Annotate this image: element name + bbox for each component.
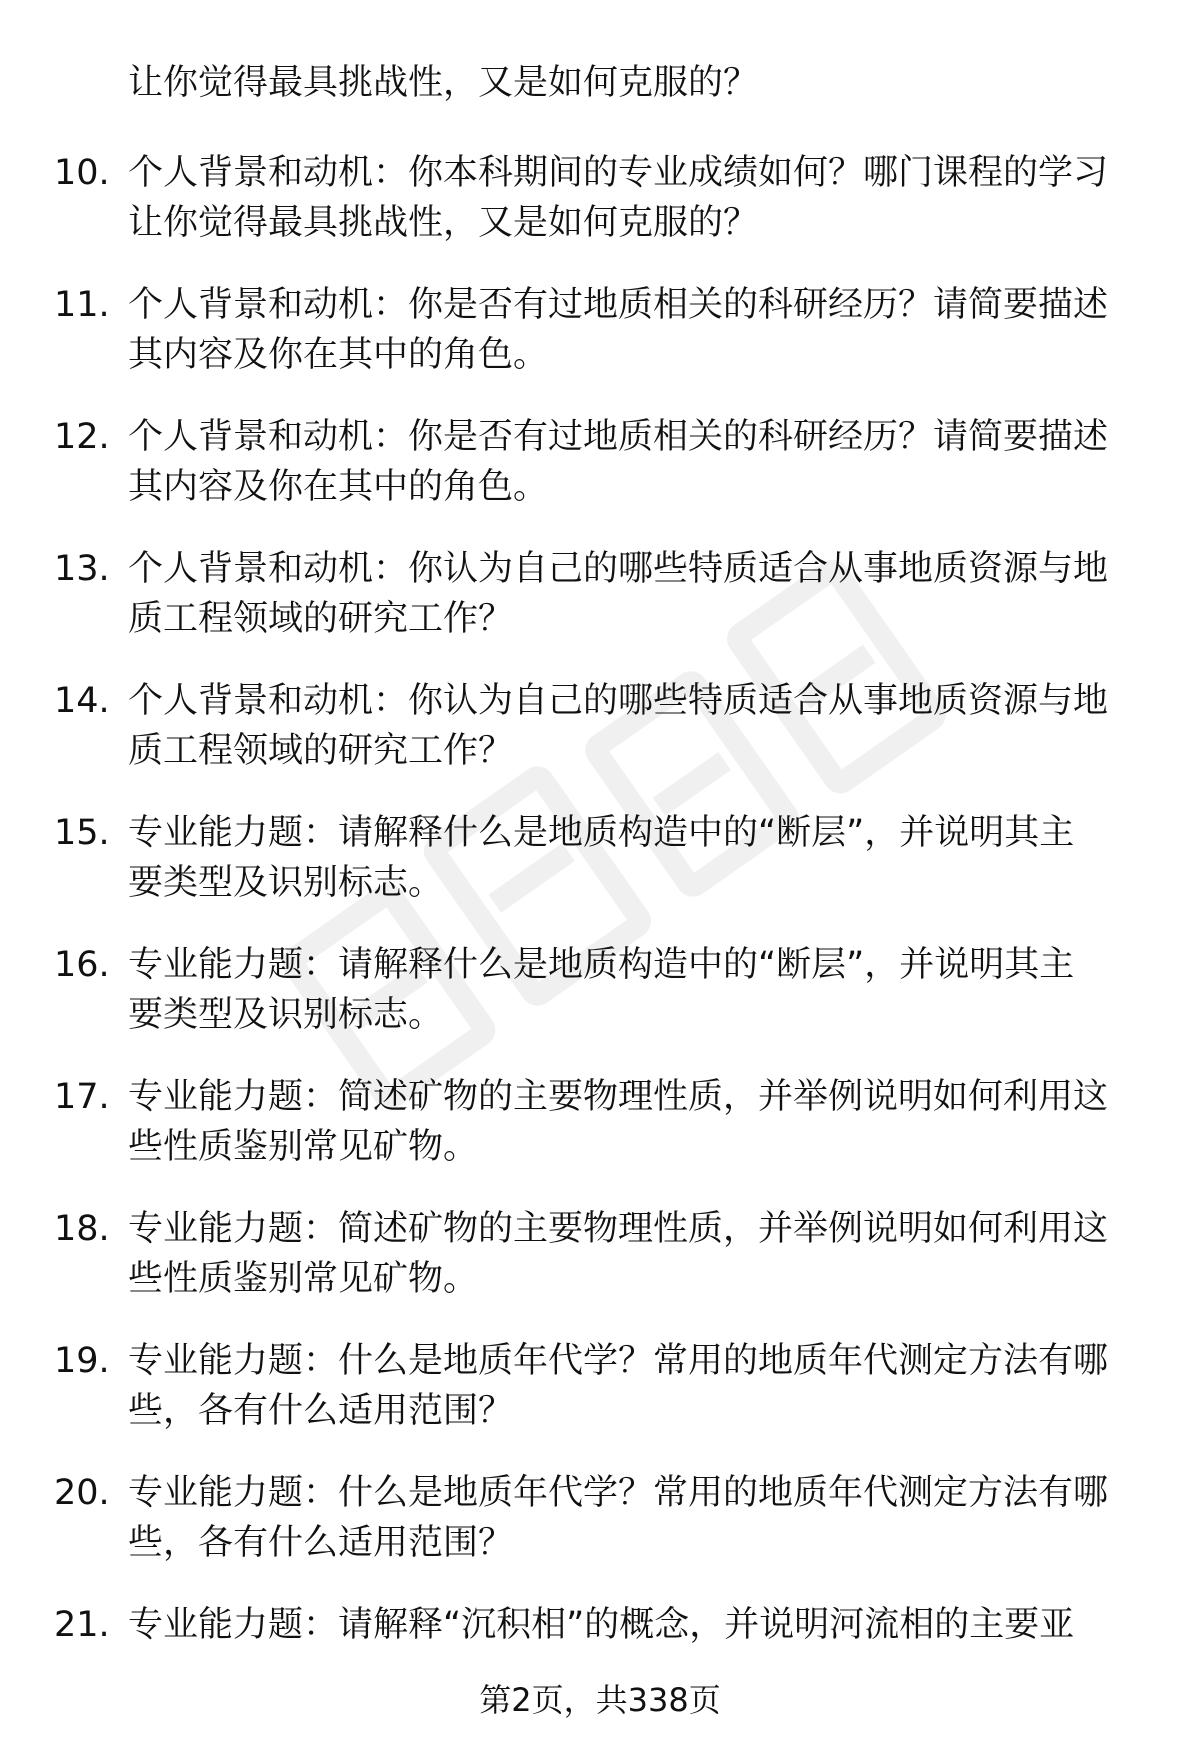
question-number: 10.	[54, 153, 110, 193]
question-line: 专业能力题：请解释什么是地质构造中的“断层”，并说明其主	[128, 813, 1075, 853]
question-item	[0, 676, 1200, 808]
question-number: 16.	[54, 945, 110, 985]
question-text	[128, 1204, 1138, 1304]
question-line: 个人背景和动机：你认为自己的哪些特质适合从事地质资源与地	[128, 549, 1109, 589]
question-list	[0, 148, 1200, 1732]
question-number: 11.	[54, 285, 110, 325]
question-number: 17.	[54, 1077, 110, 1117]
question-item	[0, 1072, 1200, 1204]
page-footer: 第2页，共338页	[479, 1681, 721, 1719]
question-line: 个人背景和动机：你认为自己的哪些特质适合从事地质资源与地	[128, 681, 1109, 721]
question-text	[128, 148, 1138, 248]
question-text	[128, 544, 1138, 644]
question-item	[0, 1468, 1200, 1600]
question-line: 些，各有什么适用范围？	[128, 1523, 514, 1563]
question-item	[0, 1204, 1200, 1336]
question-item	[0, 148, 1200, 280]
question-text	[128, 1468, 1138, 1568]
question-line: 专业能力题：什么是地质年代学？常用的地质年代测定方法有哪	[128, 1473, 1109, 1513]
question-line: 些性质鉴别常见矿物。	[128, 1259, 479, 1299]
question-text	[128, 940, 1138, 1040]
question-number: 13.	[54, 549, 110, 589]
question-line: 个人背景和动机：你本科期间的专业成绩如何？哪门课程的学习	[128, 153, 1109, 193]
question-line: 专业能力题：请解释什么是地质构造中的“断层”，并说明其主	[128, 945, 1075, 985]
question-text	[128, 412, 1138, 512]
question-text	[128, 808, 1138, 908]
question-item	[0, 280, 1200, 412]
question-text	[128, 676, 1138, 776]
question-line: 其内容及你在其中的角色。	[128, 467, 549, 507]
question-line: 个人背景和动机：你是否有过地质相关的科研经历？请简要描述	[128, 417, 1109, 457]
question-line: 质工程领域的研究工作？	[128, 599, 514, 639]
question-text	[128, 1072, 1138, 1172]
question-line: 让你觉得最具挑战性，又是如何克服的？	[128, 203, 759, 243]
question-number: 18.	[54, 1209, 110, 1249]
question-item	[0, 412, 1200, 544]
question-number: 19.	[54, 1341, 110, 1381]
question-line: 要类型及识别标志。	[128, 863, 444, 903]
question-line: 个人背景和动机：你是否有过地质相关的科研经历？请简要描述	[128, 285, 1109, 325]
question-line: 专业能力题：什么是地质年代学？常用的地质年代测定方法有哪	[128, 1341, 1109, 1381]
question-number: 20.	[54, 1473, 110, 1513]
question-number: 12.	[54, 417, 110, 457]
question-line: 些，各有什么适用范围？	[128, 1391, 514, 1431]
question-text	[128, 280, 1138, 380]
question-line: 要类型及识别标志。	[128, 995, 444, 1035]
question-text	[128, 1600, 1138, 1650]
question-line: 质工程领域的研究工作？	[128, 731, 514, 771]
question-item	[0, 808, 1200, 940]
question-number: 14.	[54, 681, 110, 721]
question-line: 些性质鉴别常见矿物。	[128, 1127, 479, 1167]
question-number: 21.	[54, 1605, 110, 1645]
question-line: 专业能力题：请解释“沉积相”的概念，并说明河流相的主要亚	[128, 1605, 1075, 1645]
question-item	[0, 544, 1200, 676]
question-item	[0, 940, 1200, 1072]
question-line: 其内容及你在其中的角色。	[128, 335, 549, 375]
question-line: 专业能力题：简述矿物的主要物理性质，并举例说明如何利用这	[128, 1077, 1109, 1117]
question-text	[128, 1336, 1138, 1436]
question-item	[0, 1336, 1200, 1468]
question-line: 专业能力题：简述矿物的主要物理性质，并举例说明如何利用这	[128, 1209, 1109, 1249]
question-number: 15.	[54, 813, 110, 853]
continued-question-text: 让你觉得最具挑战性，又是如何克服的？	[128, 63, 759, 103]
